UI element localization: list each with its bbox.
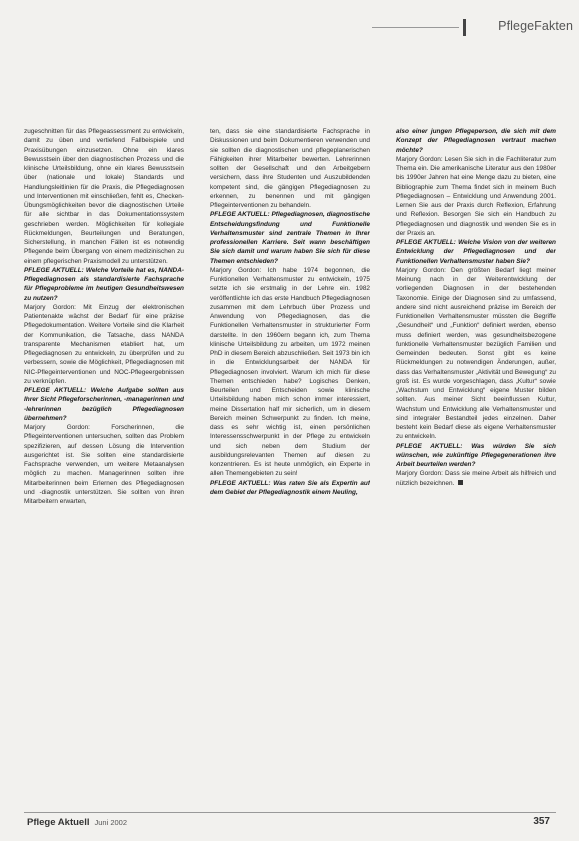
text-column-2 [210, 127, 370, 809]
text-column-1 [24, 127, 184, 809]
issue-date: Juni 2002 [94, 818, 128, 827]
section-label: PflegeFakten [498, 19, 573, 33]
magazine-name: Pflege Aktuell [27, 817, 90, 828]
interview-question: PFLEGE AKTUELL: Welche Vorteile hat es, NANDA-Pflegediagnosen als standardisierte Fachsprache für Pflegeprobleme im heutigen Gesundheitswesen zu nutzen? [24, 266, 184, 302]
body-paragraph: Marjory Gordon: Lesen Sie sich in die Fachliteratur zum Thema ein. Die amerikanische Literatur aus den 1980er bis 1990er Jahren hat eine Menge dazu zu bieten, eine Bibliographie zum Thema findet sich in meinem Buch Pflegediagnosen – Entwicklung und Anwendung 2001. Lernen Sie aus der Praxis durch Reflexion, Erfahrung und Reflexion. Besorgen Sie sich ein Handbuch zu Pflegediagnosen und diagnostik und wenden Sie es in der Praxis an. [396, 155, 556, 237]
header-bar [463, 19, 466, 36]
body-paragraph: Marjory Gordon: Dass sie meine Arbeit als hilfreich und nützlich bezeichnen. [396, 470, 556, 487]
interview-question: PFLEGE AKTUELL: Was raten Sie als Expertin auf dem Gebiet der Pflegediagnostik einem Neuling, [210, 479, 370, 496]
footer-rule [24, 812, 556, 813]
body-paragraph: ten, dass sie eine standardisierte Fachsprache in Diskussionen und beim Dokumentieren verwenden und sie sollten die diagnostischen und pflegeplanerischen Fähigkeiten ihrer Mitarbeiter bewerten. Lehrerinnen sollten der Gesellschaft und den Arbeitgebern versichern, dass ihre Studenten und Auszubildenden kompetent sind, die gängigen Pflegediagnosen zu erkennen, zu benennen und mit gängigen Pflegeinterventionen zu behandeln. [210, 128, 370, 209]
page-number: 357 [533, 816, 550, 827]
interview-question: PFLEGE AKTUELL: Welche Vision von der weiteren Entwicklung der Pflegediagnosen und der Funktionellen Verhaltensmuster haben Sie? [396, 239, 556, 265]
text-column-3 [396, 127, 556, 809]
body-paragraph: Marjory Gordon: Ich habe 1974 begonnen, die Funktionellen Verhaltensmuster zu entwickeln, 1975 setzte ich sie erstmalig in der Lehre ein. 1982 veröffentlichte ich das erste Handbuch Pflegediagnosen zusammen mit dem Lehrbuch über Prozess und Anwendung von Pflegediagnosen, das die Funktionellen Verhaltensmuster in strukturierter Form darstellte. In den 1960ern begann ich, zum Thema klinische Urteilsbildung zu arbeiten, um 1972 meinen PhD in diesem Bereich abzuschließen. Seit 1973 bin ich in die Entwicklungsarbeit der NANDA für Pflegediagnosen involviert. Warum ich mich für diese Themen entschieden habe? Logisches Denken, Beurteilen und Entscheiden sowie klinische Urteilsbildung haben mich schon immer interessiert, meine Dissertation half mir sicherlich, um in diesem Bereich meinen Schwerpunkt zu finden. Ich meine, dass es sehr wichtig ist, einen persönlichen Interessensschwerpunkt in der Pflege zu entwickeln und sich neben dem Studium der ausbildungsrelevanten Themen auf diesen zu konzentrieren. Es ist heute unmöglich, ein Experte in allen Themengebieten zu sein! [210, 266, 370, 478]
body-paragraph: Marjory Gordon: Den größten Bedarf liegt meiner Meinung nach in der Weiterentwicklung der vorliegenden Diagnosen in der bestehenden Taxonomie. Einige der Diagnosen sind zu umfassend, andere sind nicht ausreichend präzise im Bereich der Funktionellen Verhaltensmuster müssten die Begriffe „Gesundheit“ und „Funktion“ definiert werden, ebenso muss definiert werden, was gesundheitsbezogene funktionelle Verhaltensmuster bezüglich Familien und Gemeinden bedeuten. Sonst gibt es keine Rückmeldungen zu notwendigen Änderungen, außer, dass das Verhaltensmuster „Aktivität und Bewegung“ zu groß ist. Es wurde vorgeschlagen, dass „Kultur“ sowie „Wachstum und Entwicklung“ eigene Muster bilden sollten. Aus meiner Sicht beeinflussen Kultur, Wachstum und Entwicklung alle Verhaltensmuster und sind integraler Bestandteil jedes einzelnen. Daher besteht kein Bedarf diese als eigene Verhaltensmuster zu entwickeln. [396, 266, 556, 441]
interview-question: PFLEGE AKTUELL: Pflegediagnosen, diagnostische Entscheidungsfindung und Funktionelle Verhaltensmuster sind zentrale Themen in Ihrer professionellen Karriere. Seit wann beschäftigen Sie sich damit und warum haben Sie sich für diese Themen entschieden? [210, 211, 370, 265]
body-paragraph: Marjory Gordon: Forscherinnen, die Pflegeinterventionen untersuchen, sollten das Problem spezifizieren, auf dessen Lösung die Intervention ausgerichtet ist. Sie sollten eine standardisierte Fachsprache verwenden, um weitere Metaanalysen möglich zu machen. Managerinnen sollten ihre Mitarbeiterinnen beim Erlernen des Pflegediagnosen und -diagnostik unterstützen. Sie sollten von ihren Mitarbeitern erwarten, [24, 424, 184, 505]
body-paragraph: Marjory Gordon: Mit Einzug der elektronischen Patientenakte wächst der Bedarf für eine präzise Pflegedokumentation. Weitere Vorteile sind die Klarheit der Kommunikation, die Tatsache, dass NANDA transparente Mechanismen etabliert hat, um Pflegediagnosen zu entwickeln, zu überprüfen und zu verbessern, sowie die Möglichkeit, Pflegediagnosen mit NIC-Pflegeinterventionen und NOC-Pflegeergebnissen zu verknüpfen. [24, 303, 184, 385]
footer-publication [27, 817, 127, 828]
interview-question: PFLEGE AKTUELL: Was würden Sie sich wünschen, wie zukünftige Pflegegenerationen ihre Arbeit beurteilen werden? [396, 442, 556, 468]
interview-question: PFLEGE AKTUELL: Welche Aufgabe sollten aus Ihrer Sicht Pflegeforscherinnen, -managerinnen und -lehrerinnen bezüglich Pflegediagnosen übernehmen? [24, 387, 184, 422]
interview-question: also einer jungen Pflegeperson, die sich mit dem Konzept der Pflegediagnosen vertraut machen möchte? [396, 128, 556, 154]
end-of-article-mark [458, 480, 463, 485]
body-paragraph: zugeschnitten für das Pflegeassessment zu entwickeln, damit zu üben und vertiefend Fallbeispiele und Praxisübungen einzusetzen. Ohne ein klares Bewusstsein über den diagnostischen Prozess und die klinische Urteilsbildung, ohne ein klares Bewusstsein über (nationale und lokale) Standards und Handlungsleitlinien für die Praxis, die Pflegediagnosen und Interventionen mit einschließen, fehlt es, Checken-Übungsmöglichkeiten bevor die diagnostischen Urteile für alle sichtbar in das Dokumentationssystem geschrieben werden. Möglichkeiten für kollegiale Rückmeldungen, Beurteilungen und Beratungen, Sicherstellung, in manchen Fällen ist es notwendig Pflegende beim Übergang von einem medizinischen zu einem pflegerischen Praxismodell zu unterstützen. [24, 128, 184, 265]
header-rule [372, 27, 459, 28]
